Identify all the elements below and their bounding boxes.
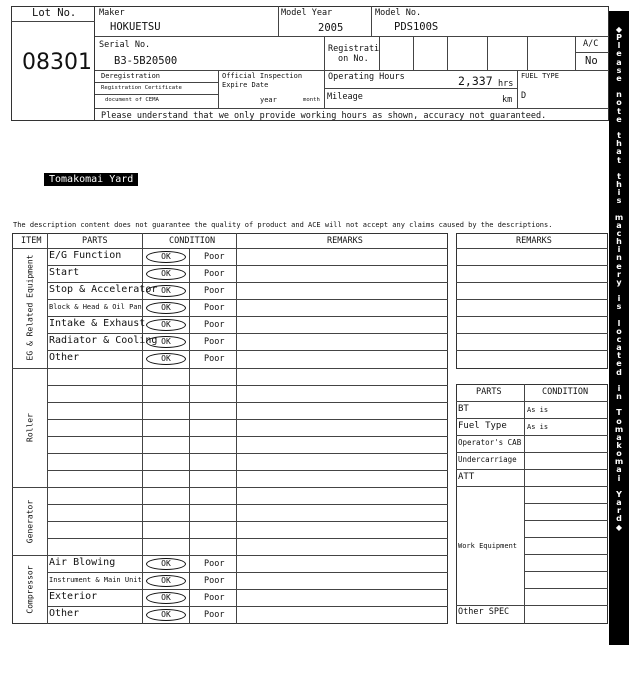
compressor-poor-label: Poor xyxy=(204,559,225,569)
row-line xyxy=(47,350,448,351)
header-condition: CONDITION xyxy=(169,236,216,246)
inspection-label-2: Expire Date xyxy=(222,81,269,89)
remarks-table xyxy=(456,233,608,369)
inspection-label-1: Official Inspection xyxy=(222,72,303,80)
parts-line xyxy=(524,520,608,521)
header-remarks-right: REMARKS xyxy=(516,236,552,246)
compressor-part-label: Exterior xyxy=(49,591,98,602)
remark-line xyxy=(456,350,608,351)
header-item: ITEM xyxy=(21,236,42,246)
row-line xyxy=(47,385,448,386)
row-line xyxy=(47,436,448,437)
model-year-value: 2005 xyxy=(318,22,344,34)
section-compressor-label: Compressor xyxy=(25,565,35,614)
eg-poor-label: Poor xyxy=(204,354,225,364)
compressor-ok-circle: OK xyxy=(146,558,186,570)
parts-line xyxy=(524,503,608,504)
row-line xyxy=(47,504,448,505)
remark-line xyxy=(456,299,608,300)
eg-poor-label: Poor xyxy=(204,286,225,296)
header-parts: PARTS xyxy=(82,236,108,246)
location-note: ◆ P l e a s e n o t e t h a t t h i s m a c h i n e r y i s l o c a t e d i n T o m a k o m a i Y a r d ◆ xyxy=(614,25,624,532)
right-condition-value: As is xyxy=(527,423,549,431)
location-sidebar xyxy=(609,11,629,645)
eg-ok-circle: OK xyxy=(146,251,186,263)
right-part-label: BT xyxy=(458,404,469,414)
parts-line xyxy=(524,588,608,589)
eg-ok-circle: OK xyxy=(146,353,186,365)
eg-ok-circle: OK xyxy=(146,336,186,348)
compressor-part-label: Other xyxy=(49,608,80,619)
remark-line xyxy=(456,282,608,283)
compressor-ok-circle: OK xyxy=(146,609,186,621)
parts-line xyxy=(524,537,608,538)
km-unit: km xyxy=(502,95,513,105)
remark-line xyxy=(456,265,608,266)
hrs-unit: hrs xyxy=(498,79,514,89)
row-line xyxy=(47,419,448,420)
deregistration-label: Deregistration xyxy=(101,72,161,80)
disclaimer-text: The description content does not guarantee the quality of product and ACE will not accept any claims caused by the descriptions. xyxy=(13,221,553,229)
row-line xyxy=(47,299,448,300)
eg-part-label: Stop & Accelerator xyxy=(49,284,158,295)
serial-value: B3-5B20500 xyxy=(114,55,178,67)
row-line xyxy=(47,282,448,283)
parts-line xyxy=(524,605,608,606)
row-line xyxy=(47,572,448,573)
row-line xyxy=(47,453,448,454)
compressor-poor-label: Poor xyxy=(204,593,225,603)
parts-line xyxy=(524,486,608,487)
row-line xyxy=(47,521,448,522)
model-year-label: Model Year xyxy=(281,8,333,18)
eg-part-label: Intake & Exhaust xyxy=(49,318,146,329)
year-label: year xyxy=(260,96,277,104)
eg-part-label: E/G Function xyxy=(49,250,122,261)
compressor-part-label: Instrument & Main Unit xyxy=(49,576,142,584)
serial-label: Serial No. xyxy=(99,40,151,50)
fuel-type-value: D xyxy=(521,91,527,101)
eg-ok-circle: OK xyxy=(146,319,186,331)
lot-number: 08301 xyxy=(22,50,92,75)
eg-part-label: Radiator & Cooling xyxy=(49,335,158,346)
parts-line xyxy=(456,486,524,487)
cema-label: document of CEMA xyxy=(105,97,159,103)
section-roller-label: Roller xyxy=(25,413,35,442)
right-parts-header: PARTS xyxy=(476,387,502,397)
section-eg-label: EG & Related Equipment xyxy=(25,254,35,361)
eg-part-label: Start xyxy=(49,267,80,278)
eg-poor-label: Poor xyxy=(204,252,225,262)
right-part-label: ATT xyxy=(458,472,475,482)
row-line xyxy=(47,538,448,539)
work-equipment-label: Work Equipment xyxy=(458,542,518,550)
operating-hours-value: 2,337 xyxy=(458,74,493,88)
row-line xyxy=(47,316,448,317)
row-line xyxy=(47,265,448,266)
eg-part-label: Block & Head & Oil Pan xyxy=(49,303,142,311)
parts-line xyxy=(456,469,608,470)
mileage-label: Mileage xyxy=(327,92,363,102)
compressor-ok-circle: OK xyxy=(146,592,186,604)
row-line xyxy=(47,606,448,607)
working-hours-notice: Please understand that we only provide working hours as shown, accuracy not guaranteed. xyxy=(101,111,547,121)
eg-ok-circle: OK xyxy=(146,302,186,314)
compressor-poor-label: Poor xyxy=(204,576,225,586)
registration-cert-label: Registration Certificate xyxy=(101,85,182,91)
remark-line xyxy=(456,316,608,317)
model-no-label: Model No. xyxy=(375,8,422,18)
right-part-label: Operator's CAB xyxy=(458,438,522,447)
compressor-part-label: Air Blowing xyxy=(49,557,116,568)
right-condition-header: CONDITION xyxy=(542,387,589,397)
eg-ok-circle: OK xyxy=(146,268,186,280)
right-part-label: Fuel Type xyxy=(458,421,507,431)
eg-ok-circle: OK xyxy=(146,285,186,297)
other-spec-label: Other SPEC xyxy=(458,607,510,617)
row-line xyxy=(47,333,448,334)
compressor-poor-label: Poor xyxy=(204,610,225,620)
ac-value: No xyxy=(585,55,598,67)
lot-label: Lot No. xyxy=(32,7,77,19)
eg-poor-label: Poor xyxy=(204,269,225,279)
parts-line xyxy=(524,554,608,555)
parts-line xyxy=(456,605,524,606)
fuel-type-label: FUEL TYPE xyxy=(521,72,559,80)
eg-part-label: Other xyxy=(49,352,80,363)
parts-line xyxy=(456,418,608,419)
header-remarks: REMARKS xyxy=(327,236,363,246)
parts-line xyxy=(524,571,608,572)
row-line xyxy=(47,589,448,590)
row-line xyxy=(47,470,448,471)
eg-poor-label: Poor xyxy=(204,320,225,330)
section-generator-label: Generator xyxy=(25,499,35,544)
maker-label: Maker xyxy=(99,8,125,18)
parts-line xyxy=(456,435,608,436)
registration-label-1: Registrati xyxy=(328,44,380,54)
month-label: month xyxy=(303,97,320,103)
eg-poor-label: Poor xyxy=(204,337,225,347)
model-no-value: PDS100S xyxy=(394,21,439,33)
ac-label: A/C xyxy=(583,39,599,49)
right-condition-value: As is xyxy=(527,406,549,414)
right-part-label: Undercarriage xyxy=(458,455,517,464)
operating-hours-label: Operating Hours xyxy=(328,72,405,82)
remark-line xyxy=(456,333,608,334)
parts-line xyxy=(456,452,608,453)
eg-poor-label: Poor xyxy=(204,303,225,313)
compressor-ok-circle: OK xyxy=(146,575,186,587)
maker-value: HOKUETSU xyxy=(110,21,161,33)
row-line xyxy=(47,402,448,403)
registration-label-2: on No. xyxy=(338,54,369,64)
yard-badge: Tomakomai Yard xyxy=(44,173,138,186)
